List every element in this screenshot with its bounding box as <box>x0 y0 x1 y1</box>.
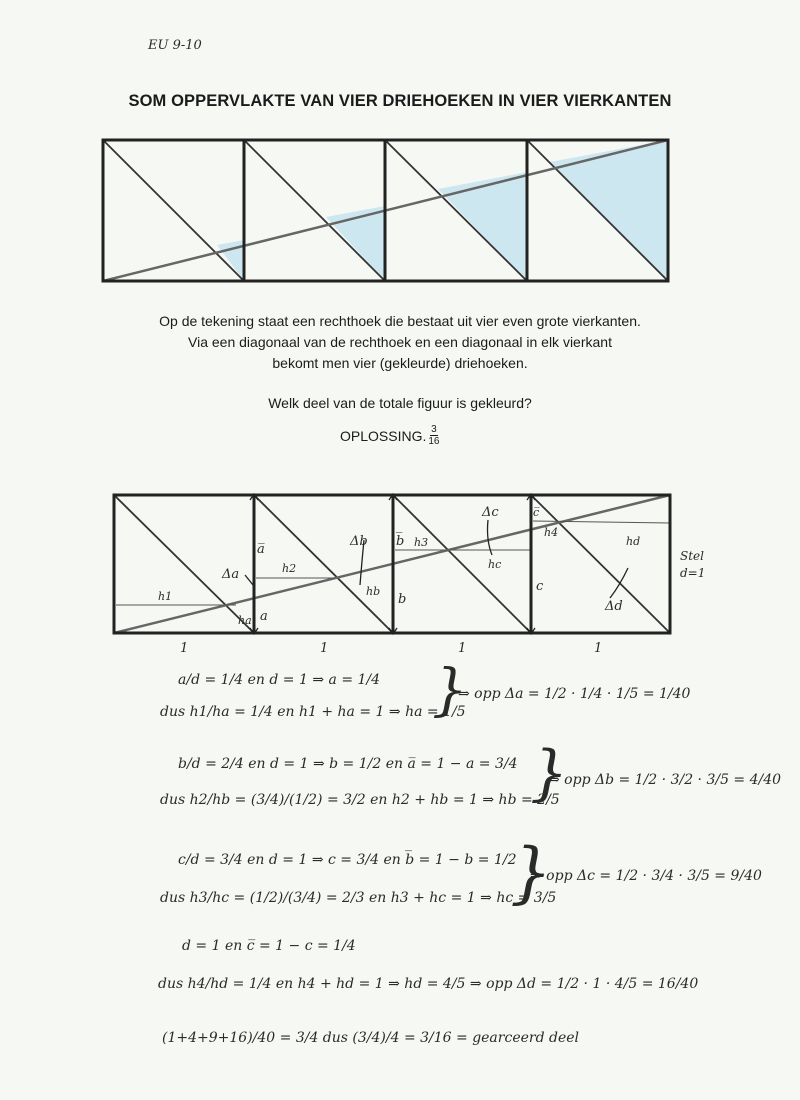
solution-denominator: 16 <box>428 436 440 447</box>
page-title: SOM OPPERVLAKTE VAN VIER DRIEHOEKEN IN VIER VIERKANTEN <box>128 92 672 110</box>
description-line-2: Via een diagonaal van de rechthoek en een diagonaal in elk vierkant <box>188 334 612 350</box>
bottom-label-3: 1 <box>458 641 467 656</box>
question: Welk deel van de totale figuur is gekleurd? <box>268 395 532 411</box>
work-line-5: c/d = 3/4 en d = 1 ⇒ c = 3/4 en b̅ = 1 − b = 1/2 <box>178 852 517 868</box>
label-b: b <box>398 592 407 607</box>
label-c: c <box>536 579 544 594</box>
label-h4: h4 <box>544 526 559 539</box>
brace-2: } <box>530 738 569 808</box>
fig2-square-diagonal-2 <box>254 495 393 633</box>
label-delta-d: Δd <box>605 599 623 614</box>
work-result-3: ⇒ opp Δc = 1/2 · 3/4 · 3/5 = 9/40 <box>530 868 762 884</box>
work-line-2: dus h1/ha = 1/4 en h1 + ha = 1 ⇒ ha = 1/5 <box>160 704 466 720</box>
label-delta-c: Δc <box>482 505 499 520</box>
label-h1: h1 <box>158 590 173 603</box>
label-hb: hb <box>366 585 381 598</box>
work-result-1: ⇒ opp Δa = 1/2 · 1/4 · 1/5 = 1/40 <box>458 686 691 702</box>
label-h3: h3 <box>414 536 429 549</box>
document-code: EU 9-10 <box>148 38 202 53</box>
label-delta-a: Δa <box>222 567 240 582</box>
brace-3: } <box>510 834 552 911</box>
description-line-3: bekomt men vier (gekleurde) driehoeken. <box>272 355 528 371</box>
arrow-marks <box>245 494 628 634</box>
label-a-bar: a̅ <box>257 542 265 557</box>
work-line-8: dus h4/hd = 1/4 en h4 + hd = 1 ⇒ hd = 4/5 ⇒ opp Δd = 1/2 · 1 · 4/5 = 16/40 <box>158 976 699 992</box>
brace-1: } <box>432 658 468 723</box>
bottom-label-2: 1 <box>320 641 329 656</box>
work-line-4: dus h2/hb = (3/4)/(1/2) = 3/2 en h2 + hb = 1 ⇒ hb = 2/5 <box>160 792 560 808</box>
label-b-bar: b̅ <box>396 534 405 549</box>
label-delta-b: Δb <box>350 534 368 549</box>
solution-label: OPLOSSING. <box>340 427 427 444</box>
label-d-eq: d=1 <box>680 566 706 580</box>
fig2-square-diagonal-1 <box>114 495 254 633</box>
work-line-1: a/d = 1/4 en d = 1 ⇒ a = 1/4 <box>178 672 381 688</box>
work-result-2: ⇒ opp Δb = 1/2 · 3/2 · 3/5 = 4/40 <box>548 772 782 788</box>
label-ha: ha <box>238 614 252 627</box>
work-line-3: b/d = 2/4 en d = 1 ⇒ b = 1/2 en a̅ = 1 − a = 3/4 <box>178 756 518 772</box>
label-hd: hd <box>626 535 641 548</box>
label-h2: h2 <box>282 562 297 575</box>
label-hc: hc <box>488 558 502 571</box>
solution-numerator: 3 <box>431 424 437 435</box>
bottom-label-1: 1 <box>180 641 189 656</box>
bottom-label-4: 1 <box>594 641 603 656</box>
fig2-square-diagonal-3 <box>393 495 531 633</box>
fig2-square-diagonal-4 <box>531 495 670 633</box>
label-a: a <box>260 609 268 624</box>
work-line-7: d = 1 en c̅ = 1 − c = 1/4 <box>182 938 356 954</box>
work-line-9: (1+4+9+16)/40 = 3/4 dus (3/4)/4 = 3/16 = gearceerd deel <box>162 1030 579 1046</box>
label-c-bar: c̅ <box>533 506 540 519</box>
description-line-1: Op de tekening staat een rechthoek die bestaat uit vier even grote vierkanten. <box>159 313 641 329</box>
label-stel: Stel <box>680 549 704 563</box>
work-line-6: dus h3/hc = (1/2)/(3/4) = 2/3 en h3 + hc = 1 ⇒ hc = 3/5 <box>160 890 557 906</box>
